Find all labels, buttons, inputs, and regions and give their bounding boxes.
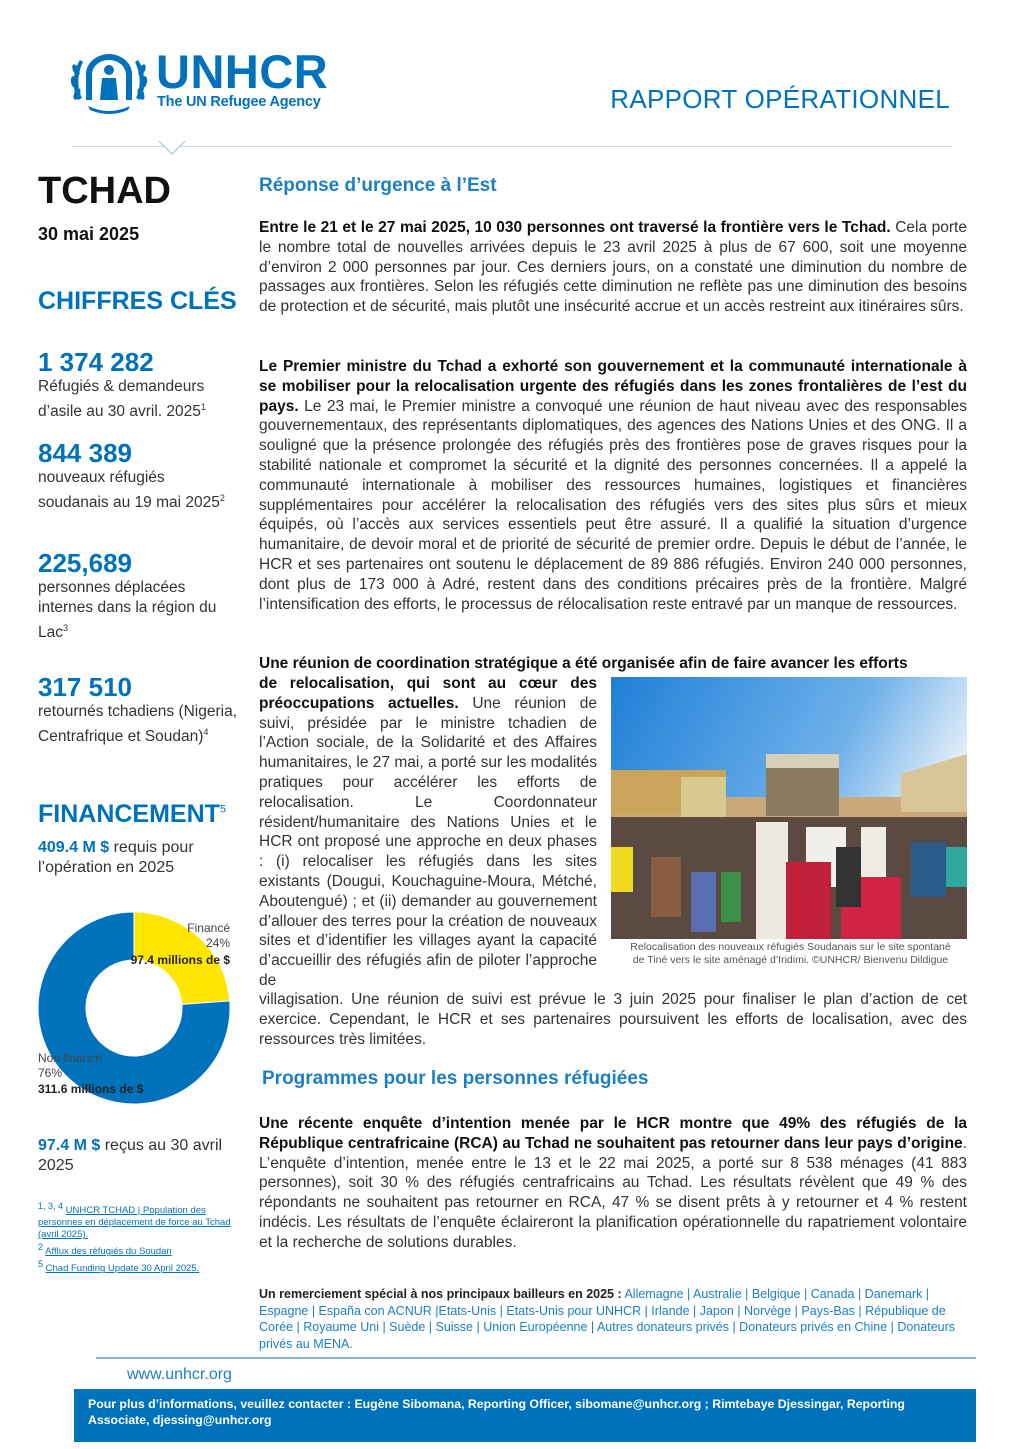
slice-amount-funded: 97.4 millions de $ (130, 953, 230, 967)
paragraph-arrivals (259, 218, 967, 317)
key-figures-heading: CHIFFRES CLÉS (38, 287, 237, 315)
key-figure-desc: retournés tchadiens (Nigeria, Centrafrique et Soudan) (38, 703, 238, 746)
footer-divider (96, 1357, 976, 1359)
key-figure-value: 844 389 (38, 438, 132, 468)
slice-percent-funded: 24% (205, 936, 230, 950)
photo-image (611, 677, 967, 939)
required-amount: 409.4 M $ (38, 839, 110, 856)
report-date: 30 mai 2025 (38, 224, 140, 244)
key-figure-value: 225,689 (38, 548, 132, 578)
donors-list: Allemagne | Australie | Belgique | Canada | Danemark | Espagne | España con ACNUR |Etats-Unis | Etats-Unis pour UNHCR | Irlande | Japon | Norvège | Pays-Bas | République de Corée | Royaume Uni | Suède | Suisse | Union Européenne | Autres donateurs privés | Donateurs privés en Chine | Donateurs privés au MENA. (259, 1287, 956, 1351)
unhcr-emblem-icon (70, 50, 148, 114)
paragraph-body: Une réunion de suivi, présidée par le ministre tchadien de l’Action sociale, de la Solidarité et des Affaires humanitaires, le 27 mai, a porté sur les modalités pratiques pour accélérer les efforts de relocalisation. Le Coordonnateur résident/humanitaire des Nations Unies et le HCR ont proposé une approche en deux phases : (i) relocaliser les réfugiés dans les sites existants (Dougui, Kouchaguine-Moura, Métché, Aboutengué) ; et (ii) demander au gouvernement d’allouer des terres pour la création de nouveaux sites et d’identifier les villages ayant la capacité d’accueillir des réfugiés afin de piloter l’approche de (259, 694, 597, 989)
report-type-title: RAPPORT OPÉRATIONNEL (610, 84, 950, 114)
footnote-marks: 2 (38, 1242, 44, 1253)
received-text: reçus au 30 avril 2025 (38, 1137, 223, 1174)
key-figure-value: 1 374 282 (38, 347, 154, 377)
footnote-link[interactable]: Chad Funding Update 30 April 2025. (45, 1263, 200, 1275)
country-title: TCHAD (38, 170, 171, 212)
website-link[interactable]: www.unhcr.org (127, 1366, 232, 1383)
footnote-link[interactable]: Afflux des réfugiés du Soudan (45, 1246, 172, 1258)
paragraph-body: Cela porte le nombre total de nouvelles arrivées depuis le 23 avril 2025 à plus de 67 600, soit une moyenne d’environ 2 000 personnes par jour. Ces derniers jours, on a constaté une diminution du nombre de passages aux frontières. Selon les réfugiés cette diminution ne reflète pas une diminution des besoins de protection et de sécurité, mais plutôt une insécurité accrue et un accès restreint aux itinéraires sûrs. (259, 219, 967, 316)
paragraph-body: . L’enquête d’intention, menée entre le 13 et le 22 mai 2025, a porté sur 8 538 ménages (41 883 personnes), soit 30 % des réfugiés centrafricains au Tchad. Les résultats révèlent que 49 % des répondants ne souhaitent pas retourner en RCA, 47 % se disent prêts à y retourner et 4 % restent indécis. Les résultats de l’enquête éclaireront la planification opérationnelle du rapatriement volontaire et la recherche de solutions durables. (259, 1134, 967, 1251)
footnote-link[interactable]: UNHCR TCHAD | Population des personnes en déplacement de force au Tchad (avril 2025). (38, 1205, 231, 1241)
paragraph-body: Le 23 mai, le Premier ministre a convoqué une réunion de haut niveau avec des responsables gouvernementaux, des représentants diplomatiques, des agences des Nations Unies et des ONG. Il a souligné que la présence prolongée des réfugiés près des frontières pose de graves risques pour la stabilité nationale et compromet la sécurité et la dignité des personnes concernées. Il a appelé la communauté internationale à mobiliser des ressources humaines, logistiques et financières supplémentaires pour accélérer la relocalisation des réfugiés vers des sites plus sûrs et mieux équipés, où l’accès aux services essentiels peut être assuré. Il a qualifié la situation d’urgence humanitaire, de devoir moral et de priorité de sécurité de premier ordre. Depuis le début de l’année, le HCR et ses partenaires ont soutenu le déplacement de 89 886 réfugiés. Environ 240 000 personnes, dont plus de 173 000 à Adré, restent dans des conditions précaires près de la frontière. Malgré l’intensification des efforts, le processus de rélocalisation reste entravé par un manque de ressources. (259, 397, 967, 613)
required-text: requis pour l’opération en 2025 (38, 839, 194, 876)
org-name: UNHCR (156, 45, 329, 98)
paragraph-lead: Entre le 21 et le 27 mai 2025, 10 030 personnes ont traversé la frontière vers le Tchad. (259, 219, 891, 236)
slice-amount-unfunded: 311.6 millions de $ (38, 1082, 144, 1096)
key-figure-new-sudanese (38, 438, 238, 513)
section-title-emergency: Réponse d’urgence à l’Est (259, 175, 497, 196)
footnote-item (38, 1241, 238, 1258)
chevron-down-icon (158, 140, 186, 156)
footnote-marks: 1, 3, 4 (38, 1201, 64, 1211)
unhcr-logo (70, 45, 350, 114)
paragraph-lead: Le Premier ministre du Tchad a exhorté son gouvernement et la communauté internationale à se mobiliser pour la relocalisation urgente des réfugiés dans les zones frontalières de l’est du pays. (259, 358, 967, 415)
key-figure-returnees (38, 672, 238, 747)
footnote-ref: 3 (63, 623, 69, 633)
donors-acknowledgement (259, 1286, 969, 1352)
funding-received (38, 1136, 238, 1176)
relocation-photo (611, 677, 967, 939)
footnote-ref: 5 (219, 803, 227, 816)
paragraph-lead: Une récente enquête d’intention menée par le HCR montre que 49% des réfugiés de la République centrafricaine (RCA) au Tchad ne souhaitent pas retourner dans leur pays d’origine (259, 1115, 967, 1152)
paragraph-lead: de relocalisation, qui sont au cœur des préoccupations actuelles. (259, 675, 597, 712)
key-figure-desc: nouveaux réfugiés soudanais au 19 mai 2025 (38, 469, 220, 512)
paragraph-lead: Une réunion de coordination stratégique a été organisée afin de faire avancer les efforts (259, 655, 908, 672)
funding-required (38, 838, 238, 878)
slice-label-funded: Financé (187, 921, 230, 935)
paragraph-intention-survey (259, 1114, 967, 1253)
footnote-ref: 2 (219, 493, 225, 503)
funding-donut-chart (38, 910, 238, 1110)
slice-percent-unfunded: 76% (38, 1066, 63, 1080)
key-figure-value: 317 510 (38, 672, 132, 702)
slice-label-unfunded: Non financé (38, 1051, 103, 1065)
key-figure-refugees (38, 347, 238, 422)
paragraph-coordination-body (259, 674, 597, 991)
header-divider (72, 146, 952, 147)
key-figure-idps (38, 548, 238, 643)
footnotes (38, 1200, 238, 1275)
contact-box: Pour plus d’informations, veuillez contacter : Eugène Sibomana, Reporting Officer, sibomane@unhcr.org ; Rimtebaye Djessingar, Reporting Associate, djessing@unhcr.org (74, 1389, 976, 1442)
funding-heading (38, 800, 226, 829)
key-figure-desc: personnes déplacées internes dans la région du Lac (38, 579, 217, 642)
funding-heading-text: FINANCEMENT (38, 800, 220, 828)
paragraph-coordination-lead (259, 654, 967, 674)
footnote-marks: 5 (38, 1259, 44, 1270)
photo-caption: Relocalisation des nouveaux réfugiés Soudanais sur le site spontané de Tiné vers le site aménagé d’Iridimi. ©UNHCR/ Bienvenu Dildigue (630, 941, 951, 966)
received-amount: 97.4 M $ (38, 1137, 101, 1154)
key-figure-desc: Réfugiés & demandeurs d’asile au 30 avril. 2025 (38, 378, 205, 421)
section-title-programmes: Programmes pour les personnes réfugiées (262, 1068, 649, 1089)
paragraph-coordination-tail: villagisation. Une réunion de suivi est prévue le 3 juin 2025 pour finaliser le plan d’action de cet exercice. Cependant, le HCR et ses partenaires poursuivent les efforts de localisation, avec des ressources très limitées. (259, 991, 967, 1048)
footnote-ref: 1 (200, 402, 206, 412)
footnote-item (38, 1200, 238, 1241)
donors-intro: Un remerciement spécial à nos principaux bailleurs en 2025 : (259, 1287, 622, 1301)
org-tagline: The UN Refugee Agency (157, 94, 321, 110)
paragraph-prime-minister (259, 357, 967, 614)
footnote-item (38, 1258, 238, 1275)
footnote-ref: 4 (203, 727, 209, 737)
